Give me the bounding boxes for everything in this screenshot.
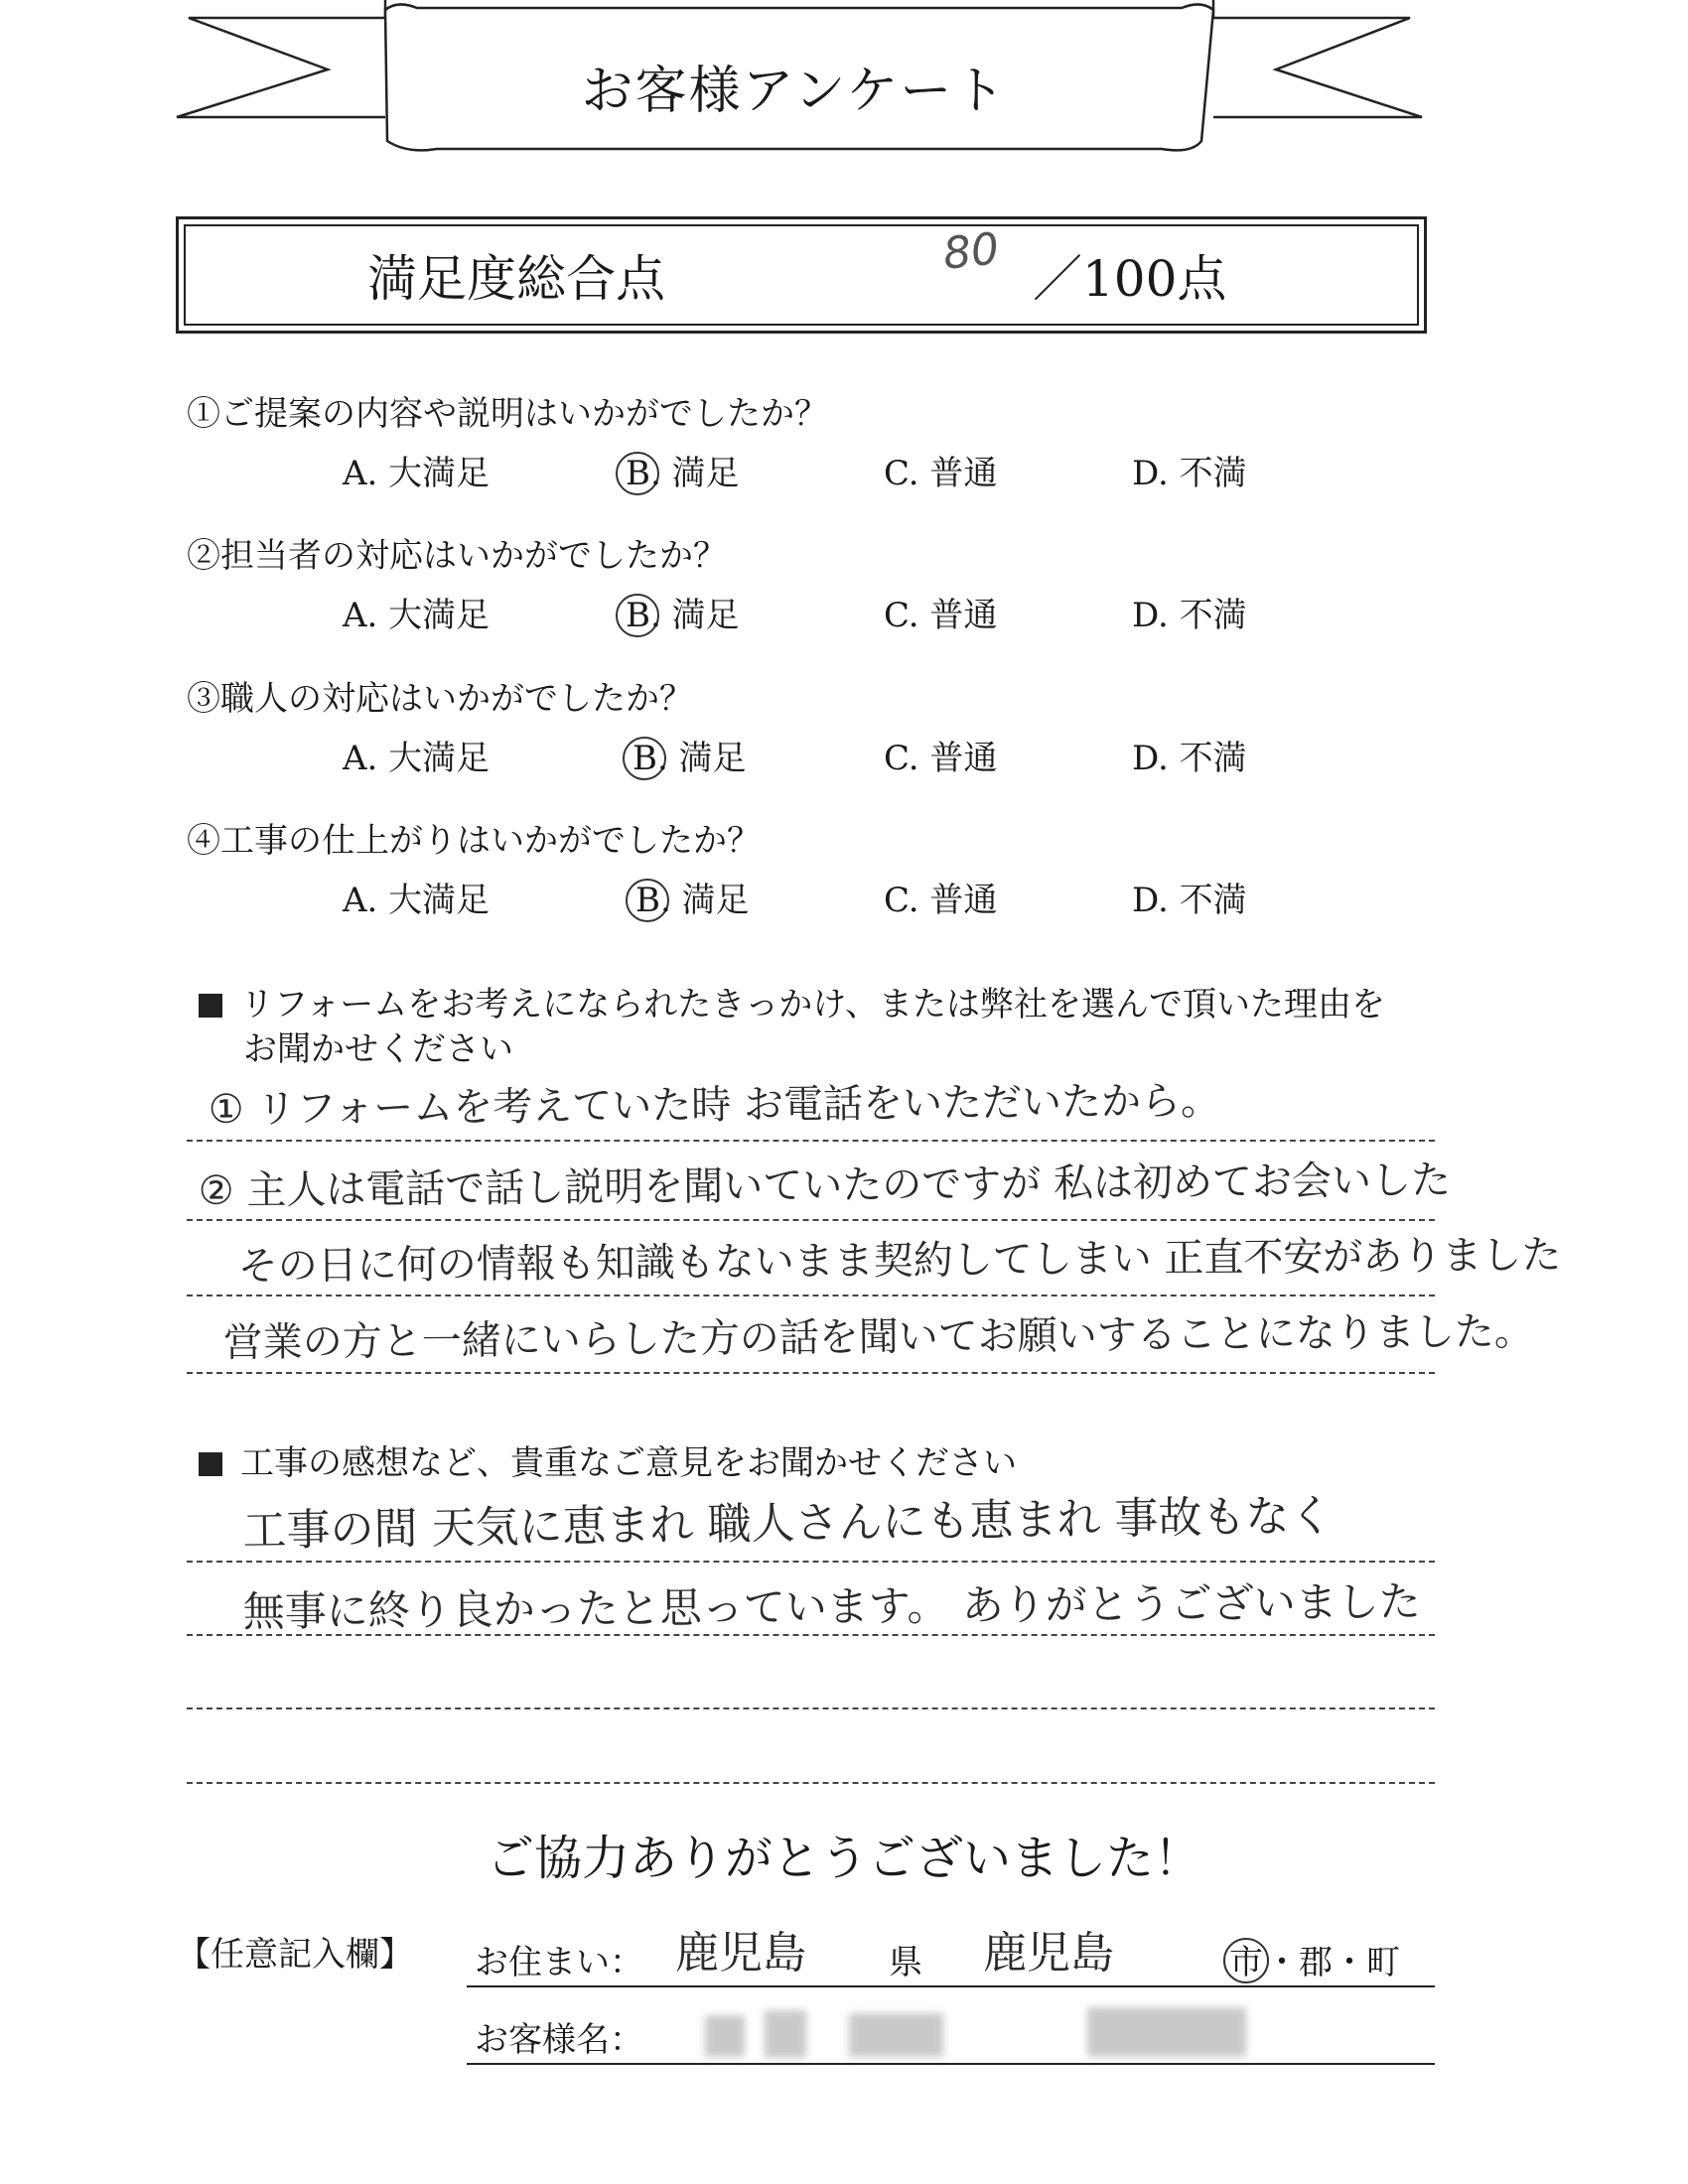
- score-box: [176, 216, 1427, 334]
- city-value[interactable]: 鹿児島: [983, 1928, 1114, 1979]
- answer-dashed-line: [187, 1140, 1435, 1142]
- option-b-letter: B: [635, 881, 660, 920]
- q4-option-a[interactable]: A. 大満足: [343, 881, 491, 920]
- answer-dashed-line: [187, 1707, 1435, 1709]
- prefecture-value[interactable]: 鹿児島: [675, 1928, 806, 1979]
- answer-dashed-line: [187, 1372, 1435, 1374]
- thank-you-message: ご協力ありがとうございました！: [486, 1831, 1201, 1886]
- q2-option-d[interactable]: D. 不満: [1132, 596, 1247, 635]
- option-b-letter: B: [626, 454, 650, 493]
- score-label: 満足度総合点: [367, 250, 665, 308]
- answer-dashed-line: [187, 1782, 1435, 1784]
- q1-option-c[interactable]: C. 普通: [884, 454, 998, 493]
- question-2: ②担当者の対応はいかがでしたか？: [187, 536, 727, 576]
- answer-dashed-line: [187, 1634, 1435, 1636]
- city-circled-option[interactable]: 市: [1229, 1943, 1263, 1982]
- optional-entry-label: 【任意記入欄】: [177, 1935, 413, 1975]
- square-bullet-icon: [199, 994, 222, 1018]
- q2-option-c[interactable]: C. 普通: [884, 596, 998, 635]
- redacted-name-block: [849, 2013, 943, 2057]
- option-b-label: . 満足: [650, 454, 740, 493]
- section1-answer-line-2: ② 主人は電話で話し説明を聞いていたのですが 私は初めてお会いした: [198, 1157, 1452, 1215]
- score-max: ／100点: [1033, 250, 1227, 308]
- name-underline: [467, 2063, 1435, 2065]
- section1-heading-line2: お聞かせください: [243, 1029, 513, 1069]
- question-3: ③職人の対応はいかがでしたか？: [187, 679, 693, 719]
- option-b-label: . 満足: [660, 881, 750, 920]
- section1-answer-line-1: ① リフォームを考えていた時 お電話をいただいたから。: [208, 1078, 1221, 1134]
- score-value: 80: [940, 223, 1002, 280]
- redacted-name-block: [705, 2015, 745, 2057]
- answer-dashed-line: [187, 1219, 1435, 1221]
- q1-option-d[interactable]: D. 不満: [1132, 454, 1247, 493]
- option-b-letter: B: [633, 739, 657, 778]
- redacted-name-block: [765, 2010, 806, 2058]
- q4-option-b[interactable]: [635, 879, 750, 922]
- question-4: ④工事の仕上がりはいかがでしたか？: [187, 821, 761, 861]
- survey-title: お客様アンケート: [581, 62, 1008, 121]
- q3-option-d[interactable]: D. 不満: [1132, 739, 1247, 778]
- section2-answer-line-2: 無事に終り良かったと思っています。 ありがとうございました: [242, 1576, 1421, 1637]
- section2-answer-line-1: 工事の間 天気に恵まれ 職人さんにも恵まれ 事故もなく: [242, 1490, 1334, 1558]
- address-underline: [467, 1985, 1435, 1987]
- prefecture-suffix: 県: [889, 1943, 922, 1982]
- q3-option-a[interactable]: A. 大満足: [343, 739, 491, 778]
- q4-option-c[interactable]: C. 普通: [884, 881, 998, 920]
- address-label: お住まい：: [475, 1943, 643, 1982]
- q3-option-c[interactable]: C. 普通: [884, 739, 998, 778]
- answer-dashed-line: [187, 1295, 1435, 1297]
- customer-name-label: お客様名：: [475, 2020, 643, 2060]
- q1-option-a[interactable]: A. 大満足: [343, 454, 491, 493]
- q1-option-b[interactable]: [626, 452, 740, 495]
- answer-dashed-line: [187, 1561, 1435, 1563]
- section1-heading-line1: リフォームをお考えになられたきっかけ、または弊社を選んで頂いた理由を: [240, 985, 1385, 1024]
- q2-option-a[interactable]: A. 大満足: [343, 596, 491, 635]
- question-1: ①ご提案の内容や説明はいかがでしたか？: [187, 394, 828, 434]
- city-suffix-options: ・郡・町: [1265, 1943, 1400, 1982]
- q2-option-b[interactable]: [626, 594, 740, 637]
- section1-heading: [199, 983, 1385, 1026]
- q3-option-b[interactable]: [633, 737, 747, 780]
- section2-heading-text: 工事の感想など、貴重なご意見をお聞かせください: [240, 1443, 1017, 1483]
- section1-answer-line-3: その日に何の情報も知識もないまま契約してしまい 正直不安がありました: [237, 1232, 1562, 1291]
- option-b-label: . 満足: [657, 739, 747, 778]
- section2-heading: [199, 1441, 1017, 1485]
- redacted-name-block: [1087, 2007, 1246, 2057]
- square-bullet-icon: [199, 1452, 222, 1476]
- q4-option-d[interactable]: D. 不満: [1132, 881, 1247, 920]
- section1-answer-line-4: 営業の方と一緒にいらした方の話を聞いてお願いすることになりました。: [222, 1308, 1534, 1367]
- option-b-letter: B: [626, 596, 650, 635]
- option-b-label: . 満足: [650, 596, 740, 635]
